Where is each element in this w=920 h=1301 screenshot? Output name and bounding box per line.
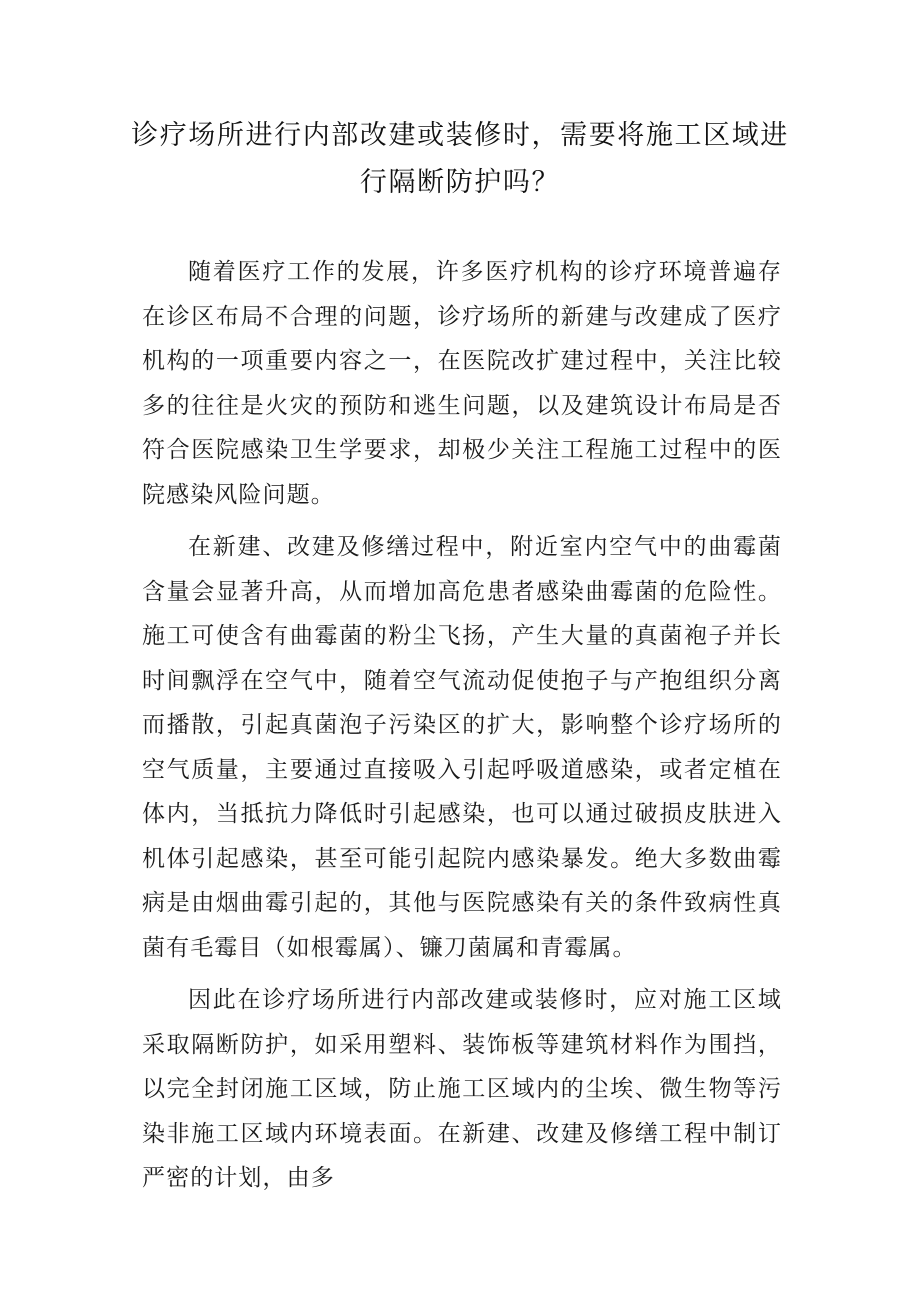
paragraph-3: 因此在诊疗场所进行内部改建或装修时，应对施工区域采取隔断防护，如采用塑料、装饰板等建筑材料作为围挡，以完全封闭施工区域，防止施工区域内的尘埃、微生物等污染非施工区域内环境表面。在新建、改建及修缮工程中制订严密的计划，由多 <box>142 987 782 1191</box>
paragraph-1: 随着医疗工作的发展，许多医疗机构的诊疗环境普遍存在诊区布局不合理的问题，诊疗场所的新建与改建成了医疗机构的一项重要内容之一，在医院改扩建过程中，关注比较多的往往是火灾的预防和逃生问题，以及建筑设计布局是否符合医院感染卫生学要求，却极少关注工程施工过程中的医院感染风险问题。 <box>142 259 782 508</box>
document-body <box>142 250 782 1209</box>
paragraph-2: 在新建、改建及修缮过程中，附近室内空气中的曲霉菌含量会显著升高，从而增加高危患者感染曲霉菌的危险性。施工可使含有曲霉菌的粉尘飞扬，产生大量的真菌袍子并长时间飘浮在空气中，随着空气流动促使抱子与产抱组织分离而播散，引起真菌泡子污染区的扩大，影响整个诊疗场所的空气质量，主要通过直接吸入引起呼吸道感染，或者定植在体内，当抵抗力降低时引起感染，也可以通过破损皮肤进入机体引起感染，甚至可能引起院内感染暴发。绝大多数曲霉病是由烟曲霉引起的，其他与医院感染有关的条件致病性真菌有毛霉目（如根霉属）、镰刀菌属和青霉属。 <box>142 534 782 961</box>
document-title: 诊疗场所进行内部改建或装修时，需要将施工区域进行隔断防护吗？ <box>131 120 789 198</box>
